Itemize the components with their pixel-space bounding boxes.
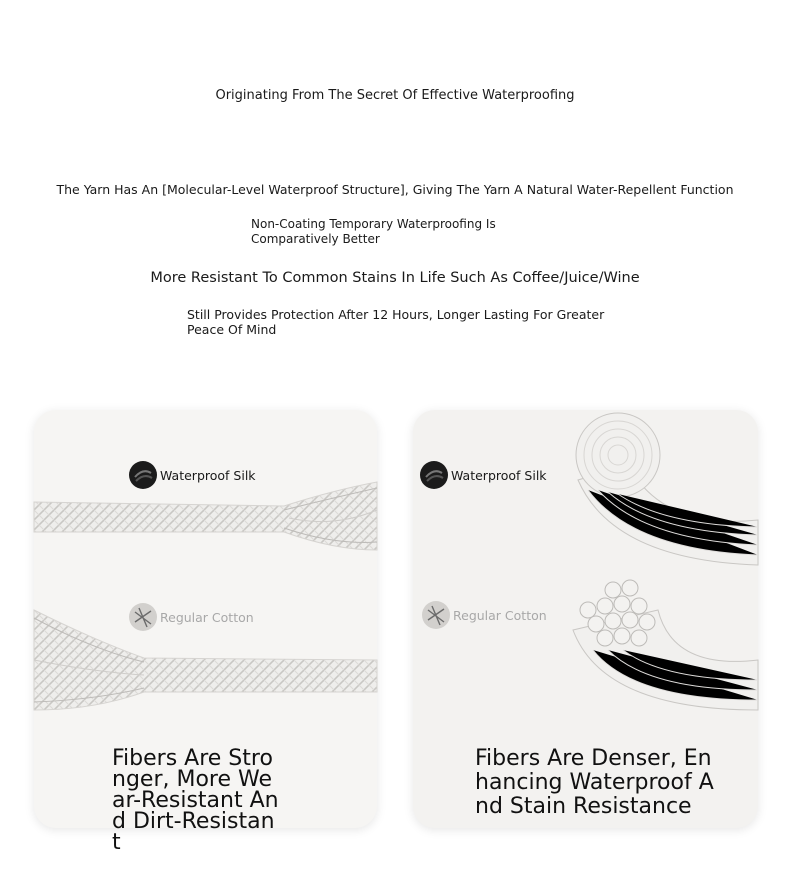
tag-waterproof-silk xyxy=(419,460,547,490)
feature-line-stains: More Resistant To Common Stains In Life Such As Coffee/Juice/Wine xyxy=(150,270,640,286)
fiber-dark-icon xyxy=(419,460,449,490)
tag-label: Waterproof Silk xyxy=(451,467,547,483)
tag-regular-cotton xyxy=(128,602,254,632)
feature-line-coating: Non-Coating Temporary Waterproofing Is Comparatively Better xyxy=(251,217,496,246)
tag-label: Regular Cotton xyxy=(453,607,547,623)
fiber-light-icon xyxy=(128,602,158,632)
feature-line-duration: Still Provides Protection After 12 Hours, Longer Lasting For Greater Peace Of Mind xyxy=(187,307,605,337)
comparison-card-strength xyxy=(34,410,377,855)
comparison-card-density xyxy=(413,410,758,828)
tag-label: Regular Cotton xyxy=(160,609,254,625)
card-caption: Fibers Are Stronger, More Wear-Resistant And Dirt-Resistant xyxy=(112,746,279,855)
tag-regular-cotton xyxy=(421,600,547,630)
card-caption: Fibers Are Denser, Enhancing Waterproof And Stain Resistance xyxy=(475,746,714,819)
section-subtitle: Originating From The Secret Of Effective Waterproofing xyxy=(215,88,575,103)
tag-waterproof-silk xyxy=(128,460,256,490)
fiber-dark-icon xyxy=(128,460,158,490)
feature-line-structure: The Yarn Has An [Molecular-Level Waterproof Structure], Giving The Yarn A Natural Water-Repellent Function xyxy=(56,182,734,197)
tag-label: Waterproof Silk xyxy=(160,467,256,483)
fiber-light-icon xyxy=(421,600,451,630)
